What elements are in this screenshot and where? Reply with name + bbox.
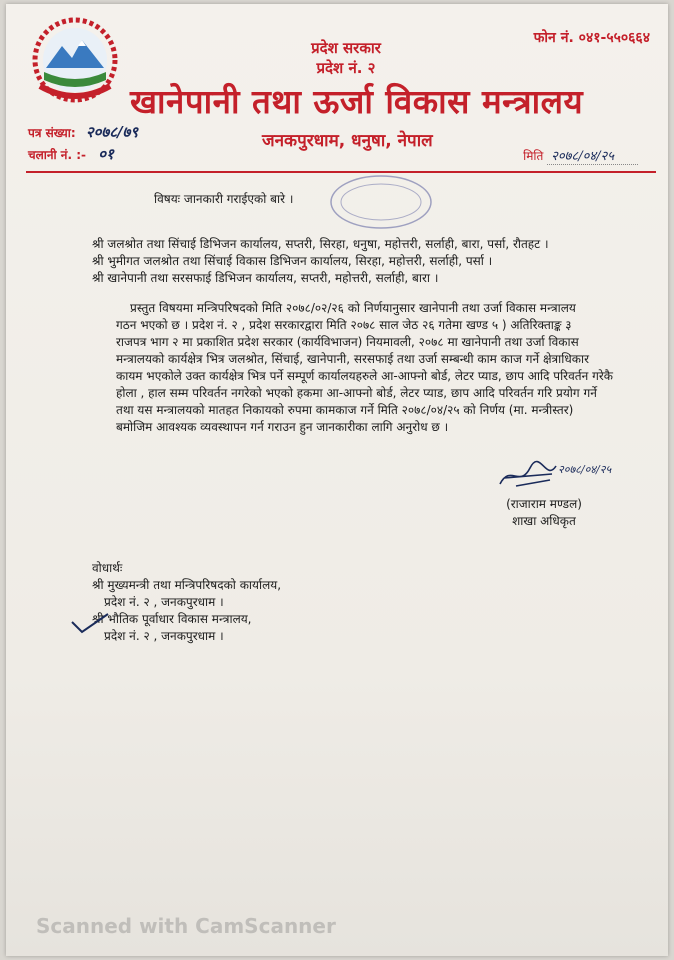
signature-date: २०७८/०४/२५ bbox=[558, 463, 612, 476]
header-phone: फोन नं. ०४१-५५०६६४ bbox=[533, 30, 650, 46]
dispatch-number bbox=[28, 144, 114, 164]
body-paragraph bbox=[94, 300, 654, 436]
paragraph-line: होला , हाल सम्म परिवर्तन नगरेको भएको हकमा आ-आफ्नो बोर्ड, लेटर प्याड, छाप आदि परिवर्तन गरि प्रयोग गर्ने bbox=[116, 386, 597, 400]
ministry-name: खानेपानी तथा ऊर्जा विकास मन्त्रालय bbox=[130, 82, 584, 121]
subject-line: विषयः जानकारी गराईएको बारे । bbox=[154, 192, 294, 206]
signer-block bbox=[484, 496, 604, 530]
cc-line: प्रदेश नं. २ , जनकपुरधाम । bbox=[104, 595, 224, 609]
cc-block bbox=[92, 560, 492, 645]
paragraph-line: राजपत्र भाग २ मा प्रकाशित प्रदेश सरकार (कार्यविभाजन) नियमावली, २०७८ मा खानेपानी तथा उर्जा विकास bbox=[116, 335, 579, 349]
cc-line: श्री मुख्यमन्त्री तथा मन्त्रिपरिषदको कार्यालय, bbox=[92, 578, 282, 592]
letter-number bbox=[28, 122, 138, 142]
signer-title: शाखा अधिकृत bbox=[512, 514, 576, 528]
letter-date bbox=[523, 146, 638, 164]
scanner-watermark: Scanned with CamScanner bbox=[36, 914, 336, 938]
letter-number-label: पत्र संख्या: bbox=[28, 126, 76, 140]
cc-label: वोधार्थः bbox=[92, 561, 123, 575]
header-province: प्रदेश नं. २ bbox=[316, 59, 376, 77]
cc-line: श्री भौतिक पूर्वाधार विकास मन्त्रालय, bbox=[92, 612, 252, 626]
nepal-emblem-icon bbox=[26, 16, 124, 108]
date-value: २०७८/०४/२५ bbox=[547, 149, 638, 165]
tick-mark-icon bbox=[70, 612, 110, 634]
recipient-item: श्री जलश्रोत तथा सिंचाई डिभिजन कार्यालय, सप्तरी, सिरहा, धनुषा, महोत्तरी, सर्लाही, बारा, पर्सा, रौतहट । bbox=[92, 237, 549, 251]
office-stamp-icon bbox=[326, 172, 436, 232]
cc-line: प्रदेश नं. २ , जनकपुरधाम । bbox=[104, 629, 224, 643]
paragraph-line: प्रस्तुत विषयमा मन्त्रिपरिषदको मिति २०७८/०२/२६ को निर्णयानुसार खानेपानी तथा उर्जा विकास मन्त्रालय bbox=[130, 301, 576, 315]
header-government: प्रदेश सरकार bbox=[311, 39, 381, 57]
paragraph-line: तथा यस मन्त्रालयको मातहत निकायको रुपमा कामकाज गर्ने मिति २०७८/०४/२५ को निर्णय (मा. मन्त्रीस्तर) bbox=[116, 403, 574, 417]
letter-number-value: २०७८/७९ bbox=[85, 123, 139, 141]
paragraph-line: गठन भएको छ । प्रदेश नं. २ , प्रदेश सरकारद्वारा मिति २०७८ साल जेठ २६ गतेमा खण्ड ५ ) अतिरिक्ताङ्क ३ bbox=[116, 318, 572, 332]
paragraph-line: कायम भएकोले उक्त कार्यक्षेत्र भित्र पर्ने सम्पूर्ण कार्यालयहरुले आ-आफ्नो बोर्ड, लेटर प्याड, छाप आदि परिवर्तन गरेकै bbox=[116, 369, 613, 383]
recipient-item: श्री भुमीगत जलश्रोत तथा सिंचाई विकास डिभिजन कार्यालय, सिरहा, महोत्तरी, सर्लाही, पर्सा । bbox=[92, 254, 493, 268]
recipient-item: श्री खानेपानी तथा सरसफाई डिभिजन कार्यालय, सप्तरी, महोत्तरी, सर्लाही, बारा । bbox=[92, 271, 439, 285]
ministry-address: जनकपुरधाम, धनुषा, नेपाल bbox=[262, 131, 433, 151]
dispatch-number-label: चलानी नं. :- bbox=[28, 148, 86, 162]
paragraph-line: मन्त्रालयको कार्यक्षेत्र भित्र जलश्रोत, सिंचाई, खानेपानी, सरसफाई तथा उर्जा सम्बन्धी काम काज गर्ने क्षेत्राधिकार bbox=[116, 352, 590, 366]
date-label: मिति bbox=[523, 149, 544, 163]
recipient-list bbox=[92, 236, 652, 287]
dispatch-number-value: ०१ bbox=[98, 145, 114, 163]
paragraph-line: बमोजिम आवश्यक व्यवस्थापन गर्न गराउन हुन जानकारीका लागि अनुरोध छ । bbox=[116, 420, 449, 434]
signer-name: (राजाराम मण्डल) bbox=[506, 497, 582, 511]
letter-sheet bbox=[6, 4, 668, 956]
